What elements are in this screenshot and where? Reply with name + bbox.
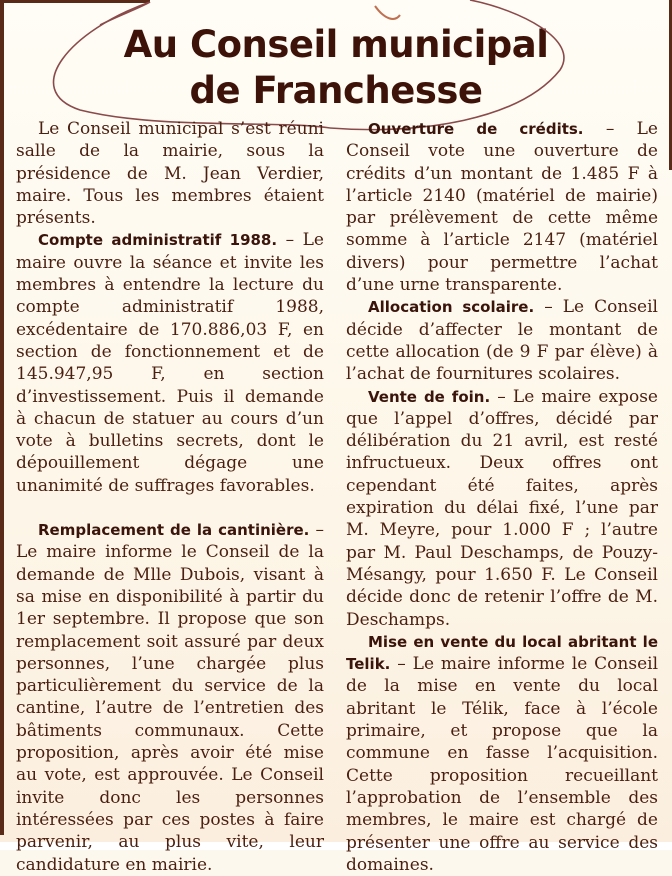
title-line-2: de Franchesse	[189, 69, 483, 112]
paragraph-vente-foin	[346, 386, 658, 631]
frame-rule-top	[0, 0, 150, 3]
section-heading: Ouverture de crédits.	[368, 120, 584, 138]
paragraph-allocation-scolaire	[346, 296, 658, 385]
paragraph-body: – Le maire ouvre la séance et invite les membres à entendre la lecture du compte administratif 1988, excédentaire de 170.886,03 F, en section de fonctionnement et de 145.947,95 F, en section d’investissement. Puis il demande à chacun de statuer au cours d’un vote à bulletins secrets, dont le dépouillement dégage une unanimité de suffrages favorables.	[16, 230, 324, 496]
section-heading: Vente de foin.	[368, 387, 491, 406]
frame-rule-left	[0, 0, 4, 835]
section-heading: Mise en vente du local abritant le Telik.	[346, 632, 658, 674]
paragraph-body: – Le maire informe le Conseil de la mise en vente du local abritant le Télik, face à l’école primaire, et propose que la commune en fasse l’acquisition. Cette proposition recueillant l’approbation de l’ensemble des membres, le maire est chargé de présenter une offre au service des domaines.	[346, 654, 658, 875]
paragraph-cantiniere	[16, 519, 324, 876]
paragraph-body: – Le maire informe le Conseil de la demande de Mlle Dubois, visant à sa mise en disponibilité à partir du 1er septembre. Il propose que son remplacement soit assuré par deux personnes, l’une chargée plus particulièrement du service de la cantine, l’autre de l’entretien des bâtiments communaux. Cette proposition, après avoir été mise au vote, est approuvée. Le Conseil invite donc les personnes intéressées par ces postes à faire parvenir, au plus vite, leur candidature en mairie.	[16, 520, 324, 875]
paragraph-local-telik	[346, 631, 658, 876]
paragraph-compte-administratif	[16, 229, 324, 497]
paragraph-body: – Le Conseil vote une ouverture de crédits d’un montant de 1.485 F à l’article 2140 (matériel de mairie) par prélèvement de cette même somme à l’article 2147 (matériel divers) pour permettre l’achat d’une urne transparente.	[346, 119, 658, 296]
section-heading: Compte administratif 1988.	[38, 231, 278, 250]
section-heading: Allocation scolaire.	[368, 298, 535, 317]
section-heading: Remplacement de la cantinière.	[38, 521, 310, 540]
paragraph-body: – Le Conseil décide d’affecter le montant de cette allocation (de 9 F par élève) à l’achat de fournitures scolaires.	[346, 297, 658, 385]
right-column	[346, 118, 658, 876]
paragraph-intro	[16, 118, 324, 229]
article-title	[0, 22, 672, 114]
paragraph-body: Le Conseil municipal s’est réuni salle de la mairie, sous la présidence de M. Jean Verdier, maire. Tous les membres étaient présents.	[16, 119, 324, 229]
left-column	[16, 118, 324, 876]
paragraph-body: – Le maire expose que l’appel d’offres, décidé par délibération du 21 avril, est resté infructueux. Deux offres ont cependant été faites, après expiration du délai fixé, l’une par M. Meyre, pour 1.000 F ; l’autre par M. Paul Deschamps, de Pouzy-Mésangy, pour 1.650 F. Le Conseil décide donc de retenir l’offre de M. Deschamps.	[346, 386, 658, 630]
paragraph-ouverture-credits	[346, 118, 658, 296]
title-line-1: Au Conseil municipal	[123, 23, 549, 66]
